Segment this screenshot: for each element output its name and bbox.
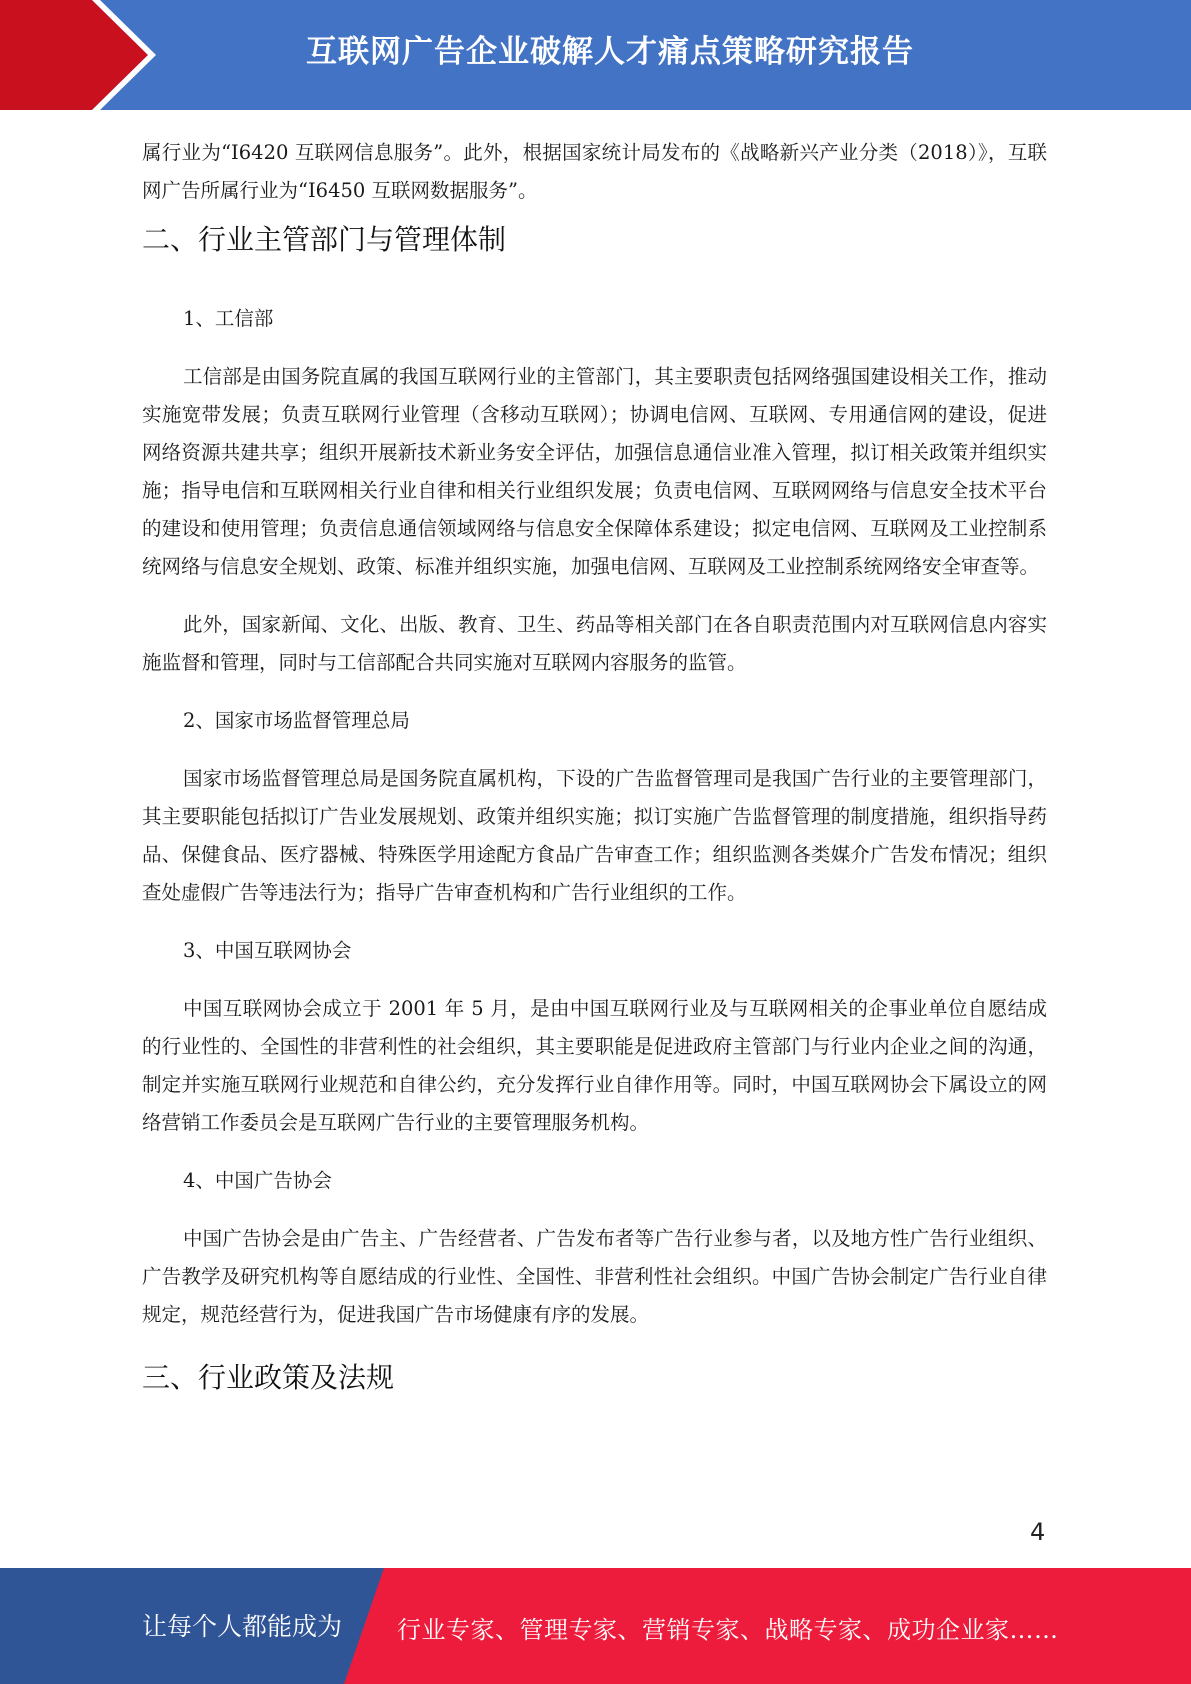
subsection-title-3: 3、中国互联网协会 xyxy=(183,939,352,962)
section-heading-3: 三、行业政策及法规 xyxy=(142,1361,395,1394)
footer-banner xyxy=(0,1568,1191,1684)
report-title: 互联网广告企业破解人才痛点策略研究报告 xyxy=(306,34,914,70)
paragraph-other-departments: 此外，国家新闻、文化、出版、教育、卫生、药品等相关部门在各自职责范围内对互联网信息内容实施监督和管理，同时与工信部配合共同实施对互联网内容服务的监管。 xyxy=(142,613,1047,674)
footer-slogan-left: 让每个人都能成为 xyxy=(142,1612,343,1641)
document-body xyxy=(142,134,1047,1398)
paragraph-samr: 国家市场监督管理总局是国务院直属机构，下设的广告监督管理司是我国广告行业的主要管理部门，其主要职能包括拟订广告业发展规划、政策并组织实施；拟订实施广告监督管理的制度措施，组织指导药品、保健食品、医疗器械、特殊医学用途配方食品广告审查工作；组织监测各类媒介广告发布情况；组织查处虚假广告等违法行为；指导广告审查机构和广告行业组织的工作。 xyxy=(142,767,1047,904)
subsection-title-4: 4、中国广告协会 xyxy=(183,1169,332,1192)
paragraph-isc: 中国互联网协会成立于 2001 年 5 月，是由中国互联网行业及与互联网相关的企事业单位自愿结成的行业性的、全国性的非营利性的社会组织，其主要职能是促进政府主管部门与行业内企业之间的沟通，制定并实施互联网行业规范和自律公约，充分发挥行业自律作用等。同时，中国互联网协会下属设立的网络营销工作委员会是互联网广告行业的主要管理服务机构。 xyxy=(142,997,1047,1134)
subsection-title-1: 1、工信部 xyxy=(183,307,274,330)
header-banner xyxy=(0,0,1191,110)
paragraph-miit-duties: 工信部是由国务院直属的我国互联网行业的主管部门，其主要职责包括网络强国建设相关工作，推动实施宽带发展；负责互联网行业管理（含移动互联网）；协调电信网、互联网、专用通信网的建设，促进网络资源共建共享；组织开展新技术新业务安全评估，加强信息通信业准入管理，拟订相关政策并组织实施；指导电信和互联网相关行业自律和相关行业组织发展；负责电信网、互联网网络与信息安全技术平台的建设和使用管理；负责信息通信领域网络与信息安全保障体系建设；拟定电信网、互联网及工业控制系统网络与信息安全规划、政策、标准并组织实施，加强电信网、互联网及工业控制系统网络安全审查等。 xyxy=(142,365,1047,578)
subsection-title-2: 2、国家市场监督管理总局 xyxy=(183,709,410,732)
intro-paragraph: 属行业为“I6420 互联网信息服务”。此外，根据国家统计局发布的《战略新兴产业分类（2018）》，互联网广告所属行业为“I6450 互联网数据服务”。 xyxy=(142,141,1047,202)
paragraph-caa: 中国广告协会是由广告主、广告经营者、广告发布者等广告行业参与者，以及地方性广告行业组织、广告教学及研究机构等自愿结成的行业性、全国性、非营利性社会组织。中国广告协会制定广告行业自律规定，规范经营行为，促进我国广告市场健康有序的发展。 xyxy=(142,1227,1047,1326)
footer-slogan-right: 行业专家、管理专家、营销专家、战略专家、成功企业家…… xyxy=(397,1616,1059,1644)
page-number: 4 xyxy=(1030,1518,1046,1546)
section-heading-2: 二、行业主管部门与管理体制 xyxy=(142,223,507,256)
